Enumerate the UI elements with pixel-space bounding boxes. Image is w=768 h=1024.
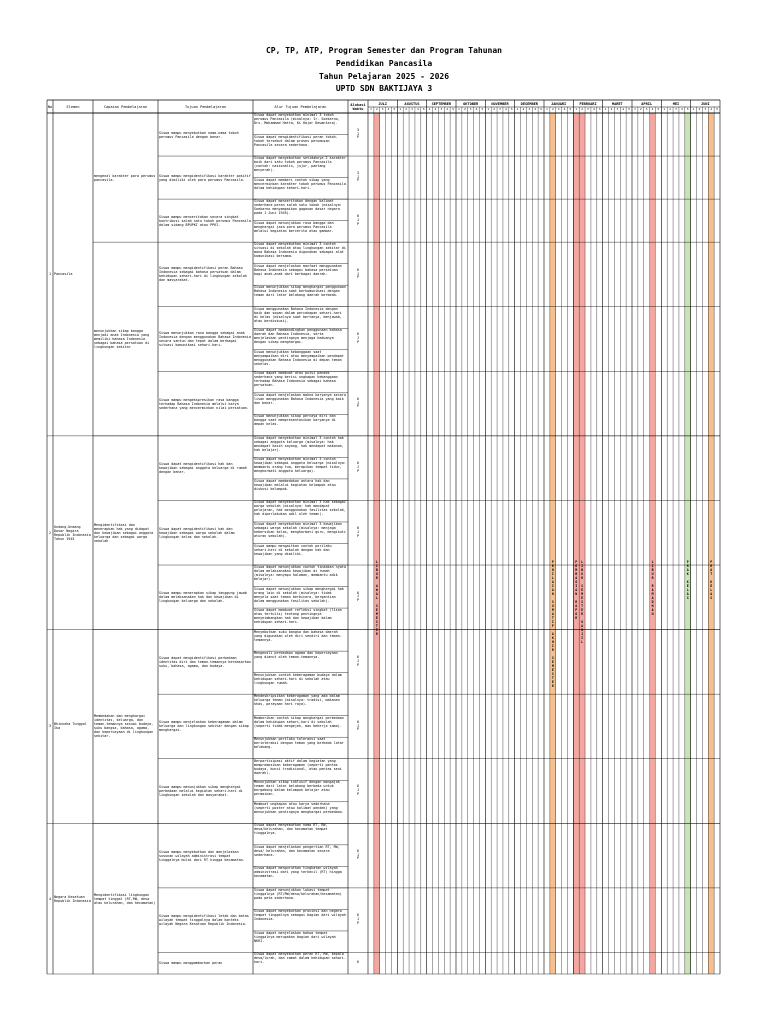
row-tp: Siswa mampu menceritakan secara singkat kontribusi salah satu tokoh perumus Pancasila dalam sidang BPUPKI atau PPKI. [159,214,251,227]
row-alokasi: 6 [356,960,360,965]
row-alokasi: 6 J P [356,332,360,344]
header-week-number: 1 [575,107,578,111]
header-week-number: 2 [698,107,701,111]
header-week-number: 2 [610,107,613,111]
header-week-number: 3 [587,107,589,111]
row-atp: Siswa dapat menjelaskan bahwa tempat tinggalnya merupakan bagian dari wilayah NKRI. [254,930,336,943]
row-atp: Siswa dapat menyebutkan minimal 3 contoh situasi di sekolah atau lingkungan sekitar di mana Bahasa Indonesia digunakan sebagai alat komunikasi bersama. [254,242,346,259]
header-no: No [47,104,53,109]
header-week-number: 2 [551,107,554,111]
header-month: JANUARI [551,101,567,106]
header-week-number: 1 [634,107,636,111]
row-atp: Siswa dapat menceritakan dengan kalimat sederhana peran salah satu tokoh (misalnya: Soekarno menyampaikan gagasan dasar negara pada 1 Juni 1945). [254,199,342,216]
band-column [685,113,691,974]
header-week-number: 1 [458,107,460,111]
header-week-number: 4 [475,107,478,111]
row-atp: Menunjukkan contoh keberagaman budaya dalam kehidupan sehari-hari di sekolah atau lingkungan rumah. [254,672,342,685]
row-elemen: Pancasila [54,272,73,277]
header-cp: Capaian Pembelajaran [103,104,148,109]
row-cp: Membedakan dan menghargai identitas, keluarga, dan teman-temannya sesuai budaya, suku bangsa, bahasa, agama, dan kepercayaan di lingkungan sekitar. [94,714,154,739]
band-column [579,113,585,974]
header-atp: Alur Tujuan Pembelajaran [274,104,327,109]
header-week-number: 3 [499,107,501,111]
row-atp: Siswa dapat membuat atau puisi pendek sederhana yang berisi ungkapan kebanggaan terhadap Bahasa Indonesia sebagai bahasa persatuan. [254,371,338,388]
header-week-number: 2 [581,107,583,111]
row-atp: Berpartisipasi aktif dalam kegiatan yang mempromosikan keberagaman (seperti pentas budaya, kunci tradisional, atau pentas seni daerah). [254,758,342,775]
header-week-number: 1 [487,107,490,111]
header-month: DESEMBER [520,101,538,106]
row-atp: Siswa dapat membandingkan penggunaan bahasa daerah dan Bahasa Indonesia, serta menjelaskan pentingnya menjaga keduanya dengan sikap menghargai. [254,328,342,345]
row-tp: Siswa mampu menjelaskan keberagaman dalam keluarga dan lingkungan sekitar dengan sikap menghargai. [159,720,249,733]
header-week-number: 5 [569,107,572,111]
row-atp: Mendeskripsikan keberagaman yang ada dalam keluarga teman (misalnya: tradisi, makanan khas, perayaan hari raya). [254,694,340,707]
header-week-number: 1 [370,107,372,111]
header-week-number: 2 [375,107,378,111]
header-month: APRIL [641,101,653,106]
header-month: NOVEMBER [491,101,509,106]
header-week-number: 5 [628,107,630,111]
row-atp: Siswa dapat menjelaskan manfaat menggunakan Bahasa Indonesia sebagai bahasa persatuan bagi anak-anak dari berbagai daerah. [254,263,342,276]
header-week-number: 4 [534,107,537,111]
row-cp: Mengidentifikasi dan menerapkan hak yang didapat dan kewajiban sebagai anggota keluarga dan sebagai warga sekolah [94,522,154,543]
row-number: 4 [48,896,52,901]
header-month: JULI [378,101,387,106]
header-week-number: 2 [463,107,466,111]
band-label: L I B U R A W A L S E M E S T E R [375,560,378,636]
schedule-mark [485,415,491,429]
header-week-number: 2 [522,107,525,111]
band-label: P E A T K E L A S [710,560,713,600]
schedule-mark [415,215,421,229]
row-atp: Siswa dapat menyebutkan provinsi dan negara tempat tinggalnya sebagai bagian dari wilayah Indonesia. [254,909,346,922]
header-tp: Tujuan Pembelajaran [184,104,227,109]
band-label: L I B U R R A M A D H A N [651,560,654,616]
header-week-number: 4 [446,107,449,111]
row-atp: Siswa dapat menjelaskan pengertian RT, RW, desa/ kelurahan, dan kecamatan secara sederhana. [254,844,340,857]
schedule-mark [626,865,632,879]
row-alokasi: 6 J P [356,267,360,280]
header-alokasi: Alokasi Waktu [350,102,366,111]
header-week-number: 1 [399,107,402,111]
row-alokasi: 3 J P [356,170,360,183]
row-cp: menunjukkan sikap bangga menjadi anak Indonesia yang memiliki bahasa Indonesia sebagai bahasa persatuan di lingkungan sekitar [94,329,150,349]
header-week-number: 4 [710,107,713,111]
row-number: 3 [48,724,52,729]
row-alokasi: 6 J P [356,213,360,226]
band-label: L I B U R S E M E S T E R G A N J I L [581,560,584,644]
band-label: P E M B A G I A N R A P O R [575,560,578,620]
row-tp: Siswa mampu mengekspresikan rasa bangga terhadap Bahasa Indonesia melalui karya sederhana yang mencerminkan nilai persatuan. [159,397,249,410]
header-week-number: 2 [405,107,407,111]
header-month: MARET [611,101,623,106]
band-label: P E N I L A I A N S U M A T I F A K H I R S E M E S T E R [551,560,554,688]
row-elemen: Negara Kesatuan Republik Indonesia [54,894,91,903]
row-elemen: Undang-Undang Dasar Negara Republik Indonesia Tahun 1945 [54,524,91,541]
row-atp: Siswa dapat menyebutkan minimal 3 hak sebagai warga sekolah (misalnya: hak mendapat pelajaran, hak menggunakan fasilitas sekolah, hak diperlakukan adil oleh teman). [254,500,346,517]
schedule-mark [503,478,509,492]
schedule-mark [380,175,386,189]
row-alokasi: 6 J P [356,396,360,409]
row-atp: Siswa dapat menyebutkan peran RT, RW, kepala desa/lurah, dan camat dalam kehidupan sehari-hari. [254,952,346,965]
row-atp: Mengenali perbedaan agama dan kepercayaan yang dianut oleh teman-temannya. [254,651,338,660]
row-atp: Siswa dapat menyebutkan minimal 3 contoh hak sebagai anggota keluarga (misalnya: hak mendapat kasih sayang, hak mendapat makanan, hak belajar). [254,435,344,452]
header-month: FEBRUARI [579,101,597,106]
row-alokasi: 6 J P [356,461,360,474]
row-atp: Siswa dapat menunjukkan sikap menghargai hak orang lain di sekolah (misalnya: tidak menyela saat teman berbicara, bergantian dalam menggunakan fasilitas sekolah). [254,586,344,603]
header-week-number: 3 [704,107,707,111]
header-week-number: 5 [393,107,396,111]
row-alokasi: 6 J P [356,784,360,796]
row-cp: mengenal karakter para perumus pancasila. [94,173,156,182]
row-tp: Siswa mampu mengidentifikasi karakter positif yang dimiliki oleh para perumus Pancasila. [159,173,251,182]
header-week-number: 1 [516,107,519,111]
header-week-number: 4 [563,107,566,111]
header-week-number: 4 [387,107,390,111]
row-alokasi: 6 J P [356,848,360,861]
header-week-number: 5 [422,107,425,111]
row-tp: Siswa mampu mengidentifikasi letak dan batas wilayah tempat tinggalnya dalam konteks wilayah Negara Kesatuan Republik Indonesia. [159,914,249,927]
row-atp: Membuat ungkapan atau karya sederhana (seperti poster atau kalimat pendek) yang menunjukkan pentingnya menghargai perbedaan. [254,801,344,814]
row-atp: Siswa dapat menyebutkan minimal 3 tokoh perumus Pancasila (misalnya: Ir. Soekarno, Drs. Mohammad Hatta, Ki Hajar Dewantara). [254,113,340,125]
title-line-2: Pendidikan Pancasila [335,59,433,68]
row-atp: Siswa menggunakan Bahasa Indonesia dengan baik dan sopan dalam percakapan sehari-hari di kelas (misalnya saat bertanya, menjawab, atau berdiskusi). [254,306,342,323]
header-month: AGUSTUS [404,101,420,106]
header-week-number: 4 [651,107,654,111]
header-week-number: 5 [686,107,689,111]
header-week-number: 4 [622,107,625,111]
header-week-number: 5 [452,107,454,111]
title-line-1: CP, TP, ATP, Program Semester dan Program Tahunan [265,46,502,55]
row-tp: Siswa mampu menyebutkan dan menjelaskan susunan wilayah administrasi tempat tinggalnya mulai dari RT hingga kecamatan. [159,849,245,862]
header-week-number: 5 [481,107,484,111]
header-week-number: 2 [434,107,437,111]
row-alokasi: 6 J P [356,526,360,538]
row-tp: Siswa mampu menerapkan sikap tanggung jawab dalam melaksanakan hak dan kewajiban di lingkungan keluarga dan sekolah. [159,591,247,604]
header-week-number: 5 [540,107,542,111]
header-week-number: 1 [428,107,431,111]
row-number: 2 [48,530,52,535]
row-atp: Siswa dapat membuat refleksi singkat (lisan atau tertulis) tentang pentingnya menyeimbangkan hak dan kewajiban dalam kehidupan sehari-hari. [254,608,342,625]
header-elemen: Elemen [66,104,80,109]
header-week-number: 4 [505,107,507,111]
header-week-number: 3 [645,107,648,111]
header-week-number: 4 [681,107,683,111]
schedule-mark [532,628,538,642]
row-alokasi: 6 J P [356,655,360,667]
row-alokasi: 6 J P [356,590,360,603]
row-tp: Siswa mampu mengidentifikasi peran Bahasa Indonesia sebagai bahasa persatuan dalam kehidupan sehari-hari di lingkungan sekolah dan masyarakat. [159,266,247,283]
row-atp: Siswa dapat menjelaskan makna karyanya secara lisan menggunakan Bahasa Indonesia yang baik dan benar. [254,392,346,405]
row-atp: Siswa dapat menunjukkan lokasi tempat tinggalnya (RT/RW/desa/kelurahan/kecamatan) pada peta sederhana. [254,887,342,900]
header-week-number: 5 [510,107,513,111]
row-atp: Siswa dapat menyebutkan minimal 3 kewajiban sebagai warga sekolah (misalnya: menjaga kebersihan kelas, menghormati guru, mengikuti aturan sekolah). [254,521,346,538]
header-week-number: 3 [616,107,619,111]
row-atp: Siswa menunjukkan sikap percaya diri dan bangga saat mempresentasikan karyanya di depan kelas. [254,414,336,427]
schedule-mark [433,280,439,294]
row-tp: Siswa menunjukkan rasa bangga sebagai anak Indonesia dengan menggunakan Bahasa Indonesia secara santun dan tepat dalam berbagai situasi komunikasi sehari-hari. [159,331,251,347]
row-tp: Siswa dapat mengidentifikasi hak dan kewajiban sebagai anggota keluarga di rumah dengan benar. [159,462,247,475]
row-atp: Siswa dapat menunjukkan contoh tindakan nyata dalam melaksanakan kewajiban di rumah (misalnya: menyapu halaman, membantu adik belajar). [254,565,346,582]
header-week-number: 5 [716,107,718,111]
row-tp: Siswa mampu menyebutkan nama-nama tokoh perumus Pancasila dengan benar. [159,130,239,139]
header-week-number: 1 [546,107,548,111]
row-alokasi: 6 J P [356,719,360,732]
row-alokasi: 3 J P [356,127,360,140]
schedule-mark [515,548,521,562]
row-atp: Siswa dapat mengurutkan tingkatan wilayah administrasi dari yang terkecil (RT) hingga kecamatan. [254,866,342,879]
header-week-number: 4 [593,107,595,111]
row-tp: Siswa dapat mengidentifikasi hak dan kewajiban sebagai warga sekolah dalam lingkungan kelas dan sekolah. [159,526,235,539]
row-atp: Siswa dapat menunjukkan rasa bangga dan menghargai jasa para perumus Pancasila melalui kegiatan bercerita atau gambar. [254,220,334,233]
row-cp: Mengidentifikasi lingkungan tempat tinggal (RT,RW, desa atau kelurahan, dan kecamatan) [94,892,156,905]
header-week-number: 1 [604,107,607,111]
header-week-number: 5 [598,107,601,111]
header-week-number: 5 [657,107,660,111]
schedule-mark [562,690,568,704]
header-week-number: 3 [557,107,560,111]
band-label: P R A K K E L A S [686,560,689,600]
row-tp: Siswa dapat mengidentifikasi perbedaan identitas diri dan teman-temannya berdasarkan suku, bahasa, agama, dan budaya. [159,655,251,668]
header-month: MEI [672,101,680,106]
header-month: OKTOBER [463,101,479,106]
header-month: JUNI [700,101,710,106]
band-column [550,113,556,974]
schedule-mark [462,350,468,364]
header-week-number: 3 [440,107,443,111]
row-atp: Memberikan contoh sikap menghargai perbedaan dalam kehidupan sehari-hari di sekolah (seperti tidak mengejek, mau bekerja sama). [254,715,344,728]
row-number: 1 [48,272,52,277]
row-alokasi: 6 J P [356,913,360,926]
row-atp: Siswa dapat menyebutkan setidaknya 2 karakter baik dari satu tokoh perumus Pancasila (contoh: nasionalis, jujur, pantang menyerah). [254,156,346,173]
title-line-3: Tahun Pelajaran 2025 - 2026 [318,72,450,81]
row-atp: Siswa dapat menyebutkan minimal 3 contoh kewajiban sebagai anggota keluarga (misalnya: membantu orang tua, merapikan tempat tidur, menghormati anggota keluarga). [254,457,346,474]
schedule-mark [655,925,661,939]
row-atp: Siswa dapat menyebutkan nama RT, RW, desa/kelurahan, dan kecamatan tempat tinggalnya. [254,823,328,836]
header-week-number: 3 [469,107,472,111]
row-atp: Siswa dapat memberi contoh sikap yang mencerminkan karakter tokoh perumus Pancasila dalam kehidupan sehari-hari. [254,177,346,190]
row-atp: Siswa menunjukkan sikap menghargai penggunaan Bahasa Indonesia saat berkomunikasi dengan teman dari latar belakang daerah berbeda. [254,285,346,298]
row-atp: Menyebutkan suku bangsa dan bahasa daerah yang digunakan oleh diri sendiri dan teman-temannya. [254,629,342,642]
title-line-4: UPTD SDN BAKTIJAYA 3 [335,84,433,93]
header-week-number: 1 [692,107,695,111]
header-week-number: 3 [528,107,531,111]
row-elemen: Bhinneka Tunggal Ika [54,722,87,731]
header-week-number: 3 [675,107,677,111]
schedule-mark [380,128,386,142]
header-month: SEPTEMBER [431,101,452,106]
row-atp: Menunjukkan perilaku toleransi saat berinteraksi dengan teman yang berbeda latar belakang. [254,737,344,750]
header-week-number: 1 [663,107,666,111]
header-week-number: 3 [411,107,413,111]
row-atp: Menunjukkan sikap inklusif dengan mengajak teman dari latar belakang berbeda untuk bergabung dalam kelompok belajar atau permainan. [254,780,340,797]
header-week-number: 2 [493,107,495,111]
band-column [708,113,714,974]
row-atp: Siswa dapat mengidentifikasi peran tokoh-tokoh tersebut dalam proses perumusan Pancasila secara sederhana. [254,134,338,147]
header-week-number: 2 [669,107,671,111]
header-week-number: 4 [417,107,419,111]
band-column [374,113,380,974]
band-column [650,113,656,974]
row-tp: Siswa mampu menggambarkan peran [159,961,223,966]
row-atp: Siswa mampu mengaitkan contoh perilaku sehari-hari di sekolah dengan hak dan kewajiban yang dimiliki. [254,543,332,556]
header-week-number: 3 [381,107,384,111]
row-tp: Siswa mampu menunjukkan sikap menghargai perbedaan melalui kegiatan sehari-hari di lingkungan sekolah dan masyarakat. [159,785,243,798]
header-week-number: 2 [639,107,642,111]
row-atp: Siswa dapat membedakan antara hak dan kewajiban melalui kegiatan kelompok atau diskusi kelompok. [254,478,336,491]
row-atp: Siswa menunjukkan kebanggaan saat menyampaikan diri atau menyampaikan pendapat menggunakan Bahasa Indonesia di depan teman sekelas. [254,349,344,366]
